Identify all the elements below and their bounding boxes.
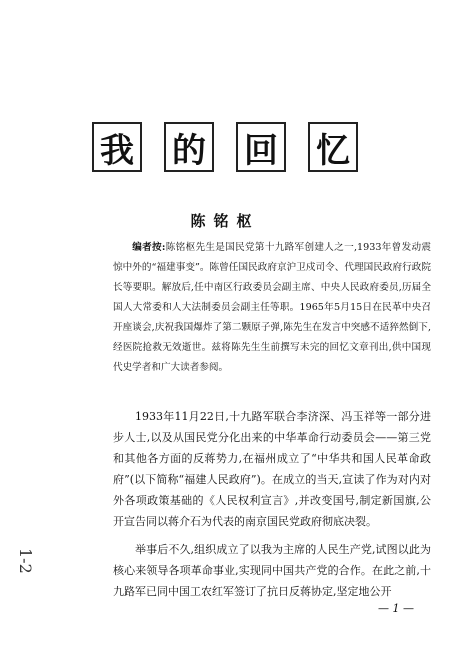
handwritten-margin-mark: 1-2 [16,548,35,574]
body-paragraph: 1933年11月22日,十九路军联合李济深、冯玉祥等一部分进步人士,以及从国民党分化出来的中华革命行动委员会——第三党和其他各方面的反蒋势力,在福州成立了“中华共和国人民革命政府”(以下简称“福建人民政府”)。在成立的当天,宣读了作为对内对外各项政策基础的《人民权利宣言》,并改变国号,制定新国旗,公开宣告同以蒋介石为代表的南京国民党政府彻底决裂。 [113,410,431,528]
editor-note [113,238,431,378]
editor-note-label: 编者按: [132,242,166,253]
title-char: 忆 [316,130,350,171]
title-char-box [236,122,286,172]
title-char-box [308,122,358,172]
title-char: 的 [172,130,206,171]
title-char: 回 [244,130,278,171]
author-name: 陈铭枢 [190,212,260,230]
title-char-box [164,122,214,172]
editor-note-text: 陈铭枢先生是国民党第十九路军创建人之一,1933年曾发动震惊中外的“福建事变”。陈曾任国民政府京沪卫戍司令、代理国民政府行政院长等要职。解放后,任中南区行政委员会副主席、中央人民政府委员,历届全国人大常委和人大法制委员会副主任等职。1965年5月15日在民革中央召开座谈会,庆祝我国爆炸了第二颗原子弹,陈先生在发言中突感不适猝然倒下,经医院抢救无效逝世。兹将陈先生生前撰写未完的回忆文章刊出,供中国现代史学者和广大读者参阅。 [113,242,431,373]
body-paragraph: 举事后不久,组织成立了以我为主席的人民生产党,试图以此为核心来领导各项革命事业,实现同中国共产党的合作。在此之前,十九路军已同中国工农红军签订了抗日反蒋协定,坚定地公开 [113,543,431,598]
article-title [0,122,450,172]
article-body [113,406,431,609]
editor-note-paragraph [113,238,431,378]
page-number: — 1 — [378,602,414,615]
title-char-box [92,122,142,172]
title-char: 我 [100,130,134,171]
